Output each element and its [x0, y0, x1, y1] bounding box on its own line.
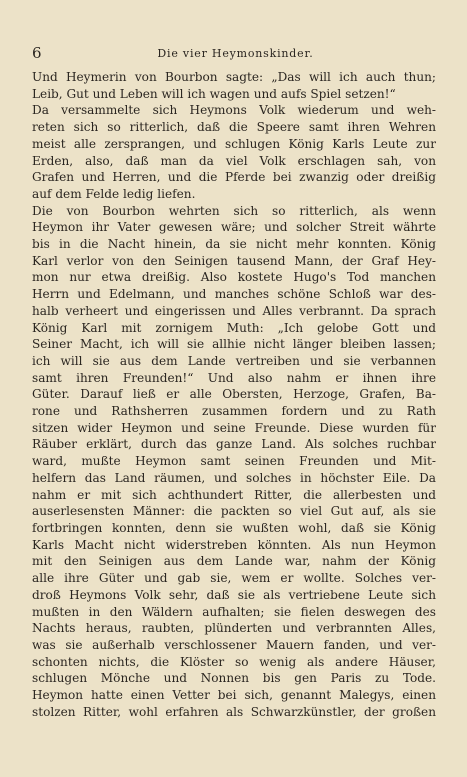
text-line: Güter. Darauf ließ er alle Obersten, Herzoge, Grafen, Ba-	[32, 387, 436, 402]
text-line: rone und Rathsherren zusammen fordern und zu Rath	[32, 404, 436, 419]
text-line: Karl verlor von den Seinigen tausend Mann, der Graf Hey-	[32, 253, 436, 268]
text-line: Leib, Gut und Leben will ich wagen und aufs Spiel setzen!“	[32, 86, 396, 101]
text-line: ich will sie aus dem Lande vertreiben und sie verbannen	[32, 353, 436, 368]
text-line: König Karl mit zornigem Muth: „Ich gelobe Gott und	[32, 320, 436, 335]
page-header	[32, 44, 439, 64]
page-number: 6	[32, 44, 42, 62]
text-line: alle ihre Güter und gab sie, wem er wollte. Solches ver-	[32, 571, 436, 586]
running-title: Die vier Heymonskinder.	[157, 47, 314, 60]
text-line: Grafen und Herren, und die Pferde bei zwanzig oder dreißig	[32, 170, 436, 185]
text-line: helfern das Land räumen, und solches in höchster Eile. Da	[32, 470, 436, 485]
text-line: auf dem Felde ledig liefen.	[32, 186, 196, 201]
text-line: schlugen Mönche und Nonnen bis gen Paris zu Tode.	[32, 671, 436, 686]
text-line: sitzen wider Heymon und seine Freunde. Diese wurden für	[32, 420, 436, 435]
text-line: Die von Bourbon wehrten sich so ritterlich, als wenn	[32, 203, 436, 218]
text-line: Nachts heraus, raubten, plünderten und verbrannten Alles,	[32, 621, 436, 636]
text-line: Seiner Macht, ich will sie allhie nicht länger bleiben lassen;	[32, 337, 436, 352]
text-line: droß Heymons Volk sehr, daß sie als vertriebene Leute sich	[32, 587, 436, 602]
text-line: nahm er mit sich achthundert Ritter, die allerbesten und	[32, 487, 436, 502]
text-line: Herrn und Edelmann, und manches schöne Schloß war des-	[32, 287, 436, 302]
text-line: Karls Macht nicht widerstreben könnten. Als nun Heymon	[32, 537, 436, 552]
text-line: mit den Seinigen aus dem Lande war, nahm der König	[32, 554, 436, 569]
body-text	[32, 69, 436, 720]
text-line: auserlesensten Männer: die packten so viel Gut auf, als sie	[32, 504, 436, 519]
text-line: Da versammelte sich Heymons Volk wiederum und weh-	[32, 103, 436, 118]
text-line: bis in die Nacht hinein, da sie nicht mehr konnten. König	[32, 237, 436, 252]
text-line: stolzen Ritter, wohl erfahren als Schwarzkünstler, der großen	[32, 704, 436, 719]
text-line: mon nur etwa dreißig. Also kostete Hugo's Tod manchen	[32, 270, 436, 285]
text-line: ward, mußte Heymon samt seinen Freunden und Mit-	[32, 454, 436, 469]
text-line: meist alle zersprangen, und schlugen König Karls Leute zur	[32, 136, 436, 151]
text-line: Räuber erklärt, durch das ganze Land. Als solches ruchbar	[32, 437, 436, 452]
text-line: fortbringen konnten, denn sie wußten wohl, daß sie König	[32, 520, 436, 535]
text-line: mußten in den Wäldern aufhalten; sie fielen deswegen des	[32, 604, 436, 619]
text-line: was sie außerhalb verschlossener Mauern fanden, und ver-	[32, 637, 436, 652]
text-line: reten sich so ritterlich, daß die Speere samt ihren Wehren	[32, 120, 436, 135]
text-line: halb verheert und eingerissen und Alles verbrannt. Da sprach	[32, 303, 436, 318]
text-line: Heymon ihr Vater gewesen wäre; und solcher Streit währte	[32, 220, 436, 235]
text-line: Und Heymerin von Bourbon sagte: „Das will ich auch thun;	[32, 70, 436, 84]
text-line: schonten nichts, die Klöster so wenig als andere Häuser,	[32, 654, 436, 669]
text-line: Erden, also, daß man da viel Volk erschlagen sah, von	[32, 153, 436, 168]
text-line: Heymon hatte einen Vetter bei sich, genannt Malegys, einen	[32, 688, 436, 703]
text-line: samt ihren Freunden!“ Und also nahm er ihnen ihre	[32, 370, 436, 385]
